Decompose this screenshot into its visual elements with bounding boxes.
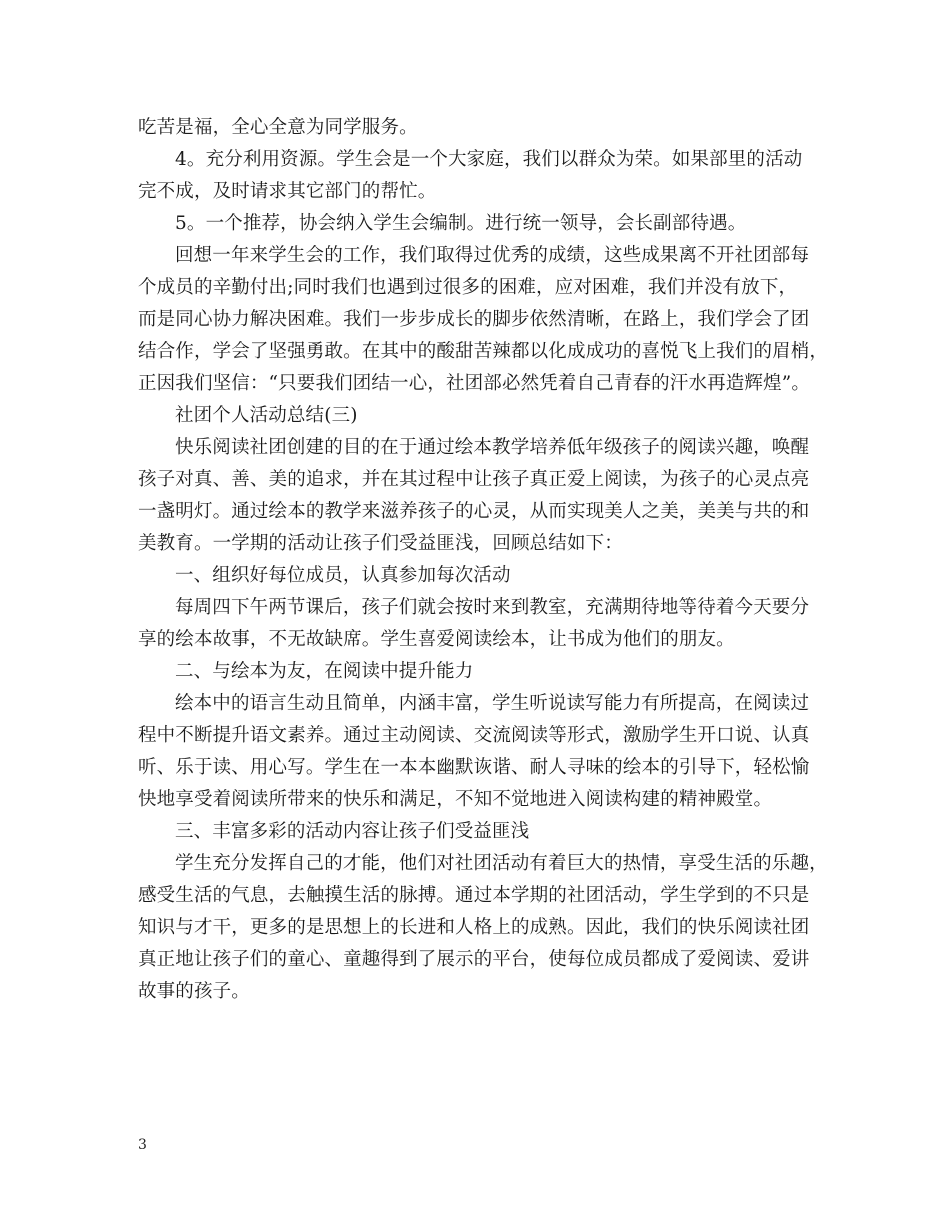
text-line: 回想一年来学生会的工作，我们取得过优秀的成绩，这些成果离不开社团部每	[175, 245, 810, 266]
text-line: 感受生活的气息，去触摸生活的脉搏。通过本学期的社团活动，学生学到的不只是	[138, 885, 810, 906]
text-line: 快地享受着阅读所带来的快乐和满足，不知不觉地进入阅读构建的精神殿堂。	[138, 789, 773, 810]
section-heading: 社团个人活动总结(三)	[175, 405, 358, 426]
subsection-heading: 三、丰富多彩的活动内容让孩子们受益匪浅	[175, 821, 530, 842]
text-line: 听、乐于读、用心写。学生在一本本幽默诙谐、耐人寻味的绘本的引导下，轻松愉	[138, 757, 810, 778]
text-line: 孩子对真、善、美的追求，并在其过程中让孩子真正爱上阅读，为孩子的心灵点亮	[138, 469, 810, 490]
text-line: 真正地让孩子们的童心、童趣得到了展示的平台，使每位成员都成了爱阅读、爱讲	[138, 949, 810, 970]
text-line: 享的绘本故事，不无故缺席。学生喜爱阅读绘本，让书成为他们的朋友。	[138, 629, 735, 650]
text-line: 每周四下午两节课后，孩子们就会按时来到教室，充满期待地等待着今天要分	[175, 597, 810, 618]
text-line: 5。一个推荐，协会纳入学生会编制。进行统一领导，会长副部待遇。	[175, 213, 747, 234]
text-line: 程中不断提升语文素养。通过主动阅读、交流阅读等形式，激励学生开口说、认真	[138, 725, 810, 746]
text-line: 4。充分利用资源。学生会是一个大家庭，我们以群众为荣。如果部里的活动	[175, 149, 803, 170]
text-line: 而是同心协力解决困难。我们一步步成长的脚步依然清晰，在路上，我们学会了团	[138, 309, 810, 330]
subsection-heading: 二、与绘本为友，在阅读中提升能力	[175, 661, 474, 682]
body-text	[138, 112, 838, 1008]
text-line: 吃苦是福，全心全意为同学服务。	[138, 117, 418, 138]
text-line: 完不成，及时请求其它部门的帮忙。	[138, 181, 437, 202]
subsection-heading: 一、组织好每位成员，认真参加每次活动	[175, 565, 511, 586]
text-line: 快乐阅读社团创建的目的在于通过绘本教学培养低年级孩子的阅读兴趣，唤醒	[175, 437, 810, 458]
text-line: 一盏明灯。通过绘本的教学来滋养孩子的心灵，从而实现美人之美，美美与共的和	[138, 501, 810, 522]
text-line: 知识与才干，更多的是思想上的长进和人格上的成熟。因此，我们的快乐阅读社团	[138, 917, 810, 938]
text-line: 结合作，学会了坚强勇敢。在其中的酸甜苦辣都以化成成功的喜悦飞上我们的眉梢，	[138, 341, 829, 362]
text-line: 美教育。一学期的活动让孩子们受益匪浅，回顾总结如下：	[138, 533, 623, 554]
text-line: 绘本中的语言生动且简单，内涵丰富，学生听说读写能力有所提高，在阅读过	[175, 693, 810, 714]
text-line: 正因我们坚信：“只要我们团结一心，社团部必然凭着自己青春的汗水再造辉煌”。	[138, 373, 810, 394]
text-line: 个成员的辛勤付出;同时我们也遇到过很多的困难，应对困难，我们并没有放下，	[138, 277, 798, 298]
page-number: 3	[138, 1137, 147, 1153]
text-line: 学生充分发挥自己的才能，他们对社团活动有着巨大的热情，享受生活的乐趣，	[175, 853, 828, 874]
text-line: 故事的孩子。	[138, 981, 250, 1002]
